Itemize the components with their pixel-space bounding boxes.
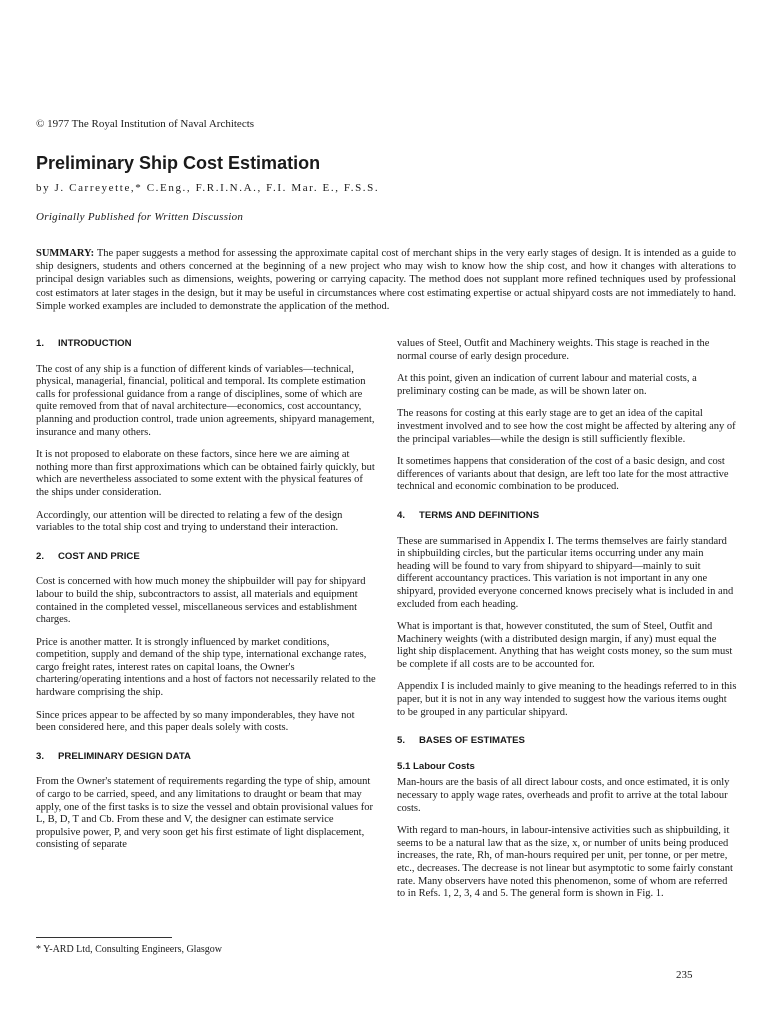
subsection-heading-labour-costs: 5.1 Labour Costs — [397, 760, 475, 772]
paragraph: Since prices appear to be affected by so many imponderables, they have not been considered here, and this paper deals solely with costs. — [36, 709, 355, 734]
left-column — [36, 338, 376, 862]
summary-label: SUMMARY: — [36, 248, 95, 259]
paragraph: The reasons for costing at this early stage are to get an idea of the capital investment involved and to see how the cost might be affected by altering any of the principal variables—while the design is still sufficiently flexible. — [397, 408, 736, 445]
paragraph: Accordingly, our attention will be directed to relating a few of the design variables to the total ship cost and trying to understand their interaction. — [36, 509, 343, 534]
paragraph: values of Steel, Outfit and Machinery weights. This stage is reached in the normal course of early design procedure. — [397, 338, 710, 362]
right-column — [397, 338, 737, 911]
section-heading-terms-and-definitions: 4. TERMS AND DEFINITIONS — [397, 509, 540, 521]
paragraph: From the Owner's statement of requirements regarding the type of ship, amount of cargo to be carried, speed, and any limitations to draught or beam that may apply, one of the first tasks is to size the vessel and obtain provisional values for L, B, D, T and Cb. From these and V, the designer can estimate service propulsive power, P, and very soon get his first estimate of light displacement, consisting of separate — [36, 776, 373, 851]
section-heading-bases-of-estimates: 5. BASES OF ESTIMATES — [397, 735, 525, 747]
section-heading-cost-and-price: 2. COST AND PRICE — [36, 550, 140, 562]
paragraph: At this point, given an indication of current labour and material costs, a preliminary costing can be made, as will be shown later on. — [397, 373, 697, 397]
section-heading-introduction: 1. INTRODUCTION — [36, 338, 132, 349]
footnote-divider — [36, 937, 172, 938]
section-heading-preliminary-design-data: 3. PRELIMINARY DESIGN DATA — [36, 750, 191, 762]
paragraph: It sometimes happens that consideration of the cost of a basic design, and cost differences of variants about that design, are left too late for the most attractive technical and economic combination to be produced. — [397, 456, 729, 493]
author-line: by J. Carreyette,* C.Eng., F.R.I.N.A., F.I. Mar. E., F.S.S. — [36, 182, 380, 194]
paragraph: Cost is concerned with how much money the shipbuilder will pay for shipyard labour to build the ship, subcontractors to assist, all materials and equipment contained in the completed vessel, miscellaneous services and establishment charges. — [36, 576, 366, 626]
paragraph: These are summarised in Appendix I. The terms themselves are fairly standard in shipbuilding circles, but the particular items occurring under any main heading will be found to vary from shipyard to shipyard—mainly to suit different accountancy practices. This variation is not important in any one shipyard, provided everyone concerned knows precisely what is included in and excluded from each heading. — [397, 535, 734, 610]
paragraph: Man-hours are the basis of all direct labour costs, and once estimated, it is only necessary to apply wage rates, overheads and profit to arrive at the total labour costs. — [397, 777, 730, 814]
publication-note: Originally Published for Written Discussion — [36, 211, 244, 223]
paper-title: Preliminary Ship Cost Estimation — [36, 153, 321, 173]
page-number: 235 — [676, 969, 693, 981]
paragraph: Price is another matter. It is strongly influenced by market conditions, competition, supply and demand of the ship type, international exchange rates, cargo freight rates, interest rates on capital loans, the Owner's chartering/operating intentions and a host of factors not necessarily related to the hardware comprising the ship. — [36, 636, 376, 699]
paragraph: Appendix I is included mainly to give meaning to the headings referred to in this paper, but it is not in any way intended to suggest how the various items ought to be grouped in any particular shipyard. — [397, 681, 737, 718]
summary-text: The paper suggests a method for assessing the approximate capital cost of merchant ships in the very early stages of design. It is intended as a guide to ship designers, students and others concerned at the beginning of a new project who may wish to know how the ship cost, and how it changes with alterations to principal design variables such as dimensions, weights, powering or carrying capacity. The method does not supplant more refined techniques used by professional cost estimators at later stages in the design, but it may be useful in circumstances where cost estimating expertise or actual shipyard costs are not immediately to hand. Simple worked examples are included to demonstrate the application of the method. — [36, 248, 737, 312]
summary — [36, 247, 736, 313]
paragraph: With regard to man-hours, in labour-intensive activities such as shipbuilding, it seems to be a natural law that as the size, x, or number of units being produced increases, the rate, Rh, of man-hours required per unit, per tonne, or per metre, etc., decreases. The decrease is not linear but asymptotic to some fairly constant rate. Many observers have noted this phenomenon, some of whom are referred to in Refs. 1, 2, 3, 4 and 5. The general form is shown in Fig. 1. — [397, 825, 733, 900]
paragraph: What is important is that, however constituted, the sum of Steel, Outfit and Machinery weights (with a distributed design margin, if any) must equal the light ship displacement. Anything that has weight costs money, so the sum must be complete if all costs are to be accounted for. — [397, 621, 733, 670]
copyright-line: © 1977 The Royal Institution of Naval Architects — [36, 118, 255, 130]
footnote: * Y-ARD Ltd, Consulting Engineers, Glasgow — [36, 944, 223, 955]
paragraph: The cost of any ship is a function of different kinds of variables—technical, physical, managerial, financial, political and temporal. Its complete estimation calls for professional guidance from a range of disciplines, some of which are quite removed from that of naval architecture—economics, cost accountancy, planning and production control, trade union agreements, shipyard management, insurance and many others. — [36, 363, 375, 438]
paragraph: It is not proposed to elaborate on these factors, since here we are aiming at nothing more than first approximations which can be obtained fairly quickly, but which are nevertheless associated to some extent with the physical features of the ships under consideration. — [36, 449, 375, 498]
